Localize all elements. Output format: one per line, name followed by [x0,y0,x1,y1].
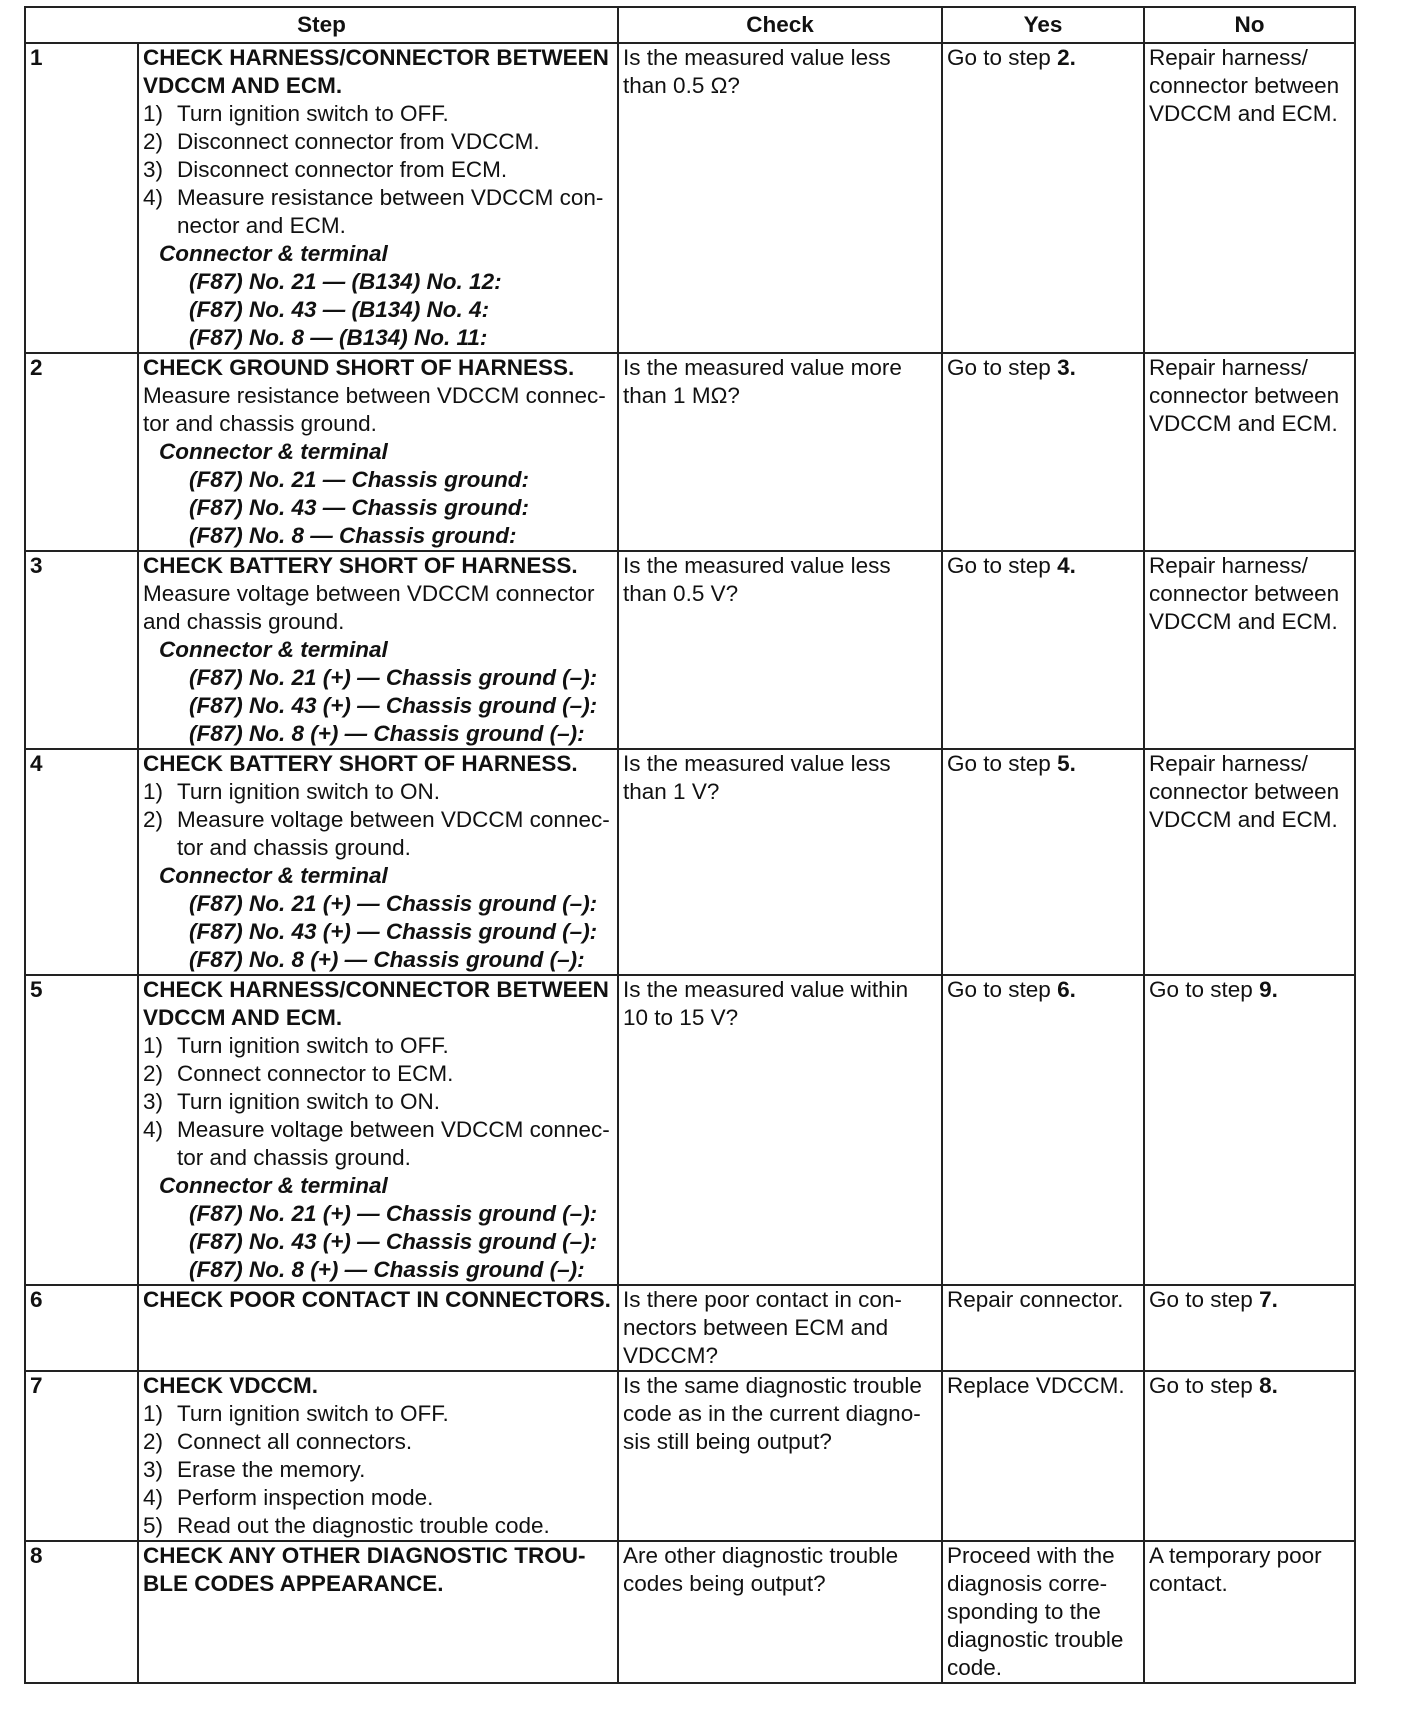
step-number: 5 [25,975,138,1285]
yes-cell [942,1285,1144,1371]
yes-step-ref: 4. [1057,553,1076,578]
step-cell [138,749,618,975]
step-cell [138,1371,618,1541]
substep-text: Connect connector to ECM. [177,1061,454,1086]
no-cell [1144,1285,1355,1371]
substep-number: 1) [143,779,164,804]
table-body [25,43,1355,1683]
table-row [25,1371,1355,1541]
connector-terminal-label: Connector & terminal [159,439,388,464]
diagnostic-table [24,6,1356,1684]
connector-terminal-item: (F87) No. 43 (+) — Chassis ground (–): [189,919,598,944]
connector-terminal-item: (F87) No. 43 (+) — Chassis ground (–): [189,1229,598,1254]
yes-cell [942,353,1144,551]
header-no: No [1144,7,1355,43]
step-text: Measure resistance between VDCCM connec- tor and chassis ground. [143,383,606,436]
yes-text: Go to step [947,751,1058,776]
substep-text: Turn ignition switch to ON. [177,779,441,804]
substep-item [143,778,613,806]
no-step-ref: 9. [1259,977,1278,1002]
yes-text: Replace VDCCM. [947,1373,1125,1398]
header-check: Check [618,7,942,43]
connector-terminal-item: (F87) No. 21 (+) — Chassis ground (–): [189,1201,598,1226]
step-title: CHECK VDCCM. [143,1373,319,1398]
substep-number: 1) [143,101,164,126]
substep-list [143,100,613,240]
substep-number: 2) [143,807,164,832]
yes-step-ref: 3. [1057,355,1076,380]
no-text: Go to step [1149,1373,1260,1398]
check-cell: Is the measured value more than 1 MΩ? [618,353,942,551]
substep-number: 3) [143,1089,164,1114]
check-cell: Is the measured value within 10 to 15 V? [618,975,942,1285]
substep-item [143,1032,613,1060]
substep-number: 4) [143,185,164,210]
table-row [25,975,1355,1285]
substep-item [143,100,613,128]
table-row [25,353,1355,551]
table-row [25,43,1355,353]
substep-text: Erase the memory. [177,1457,366,1482]
step-title: CHECK BATTERY SHORT OF HARNESS. [143,751,578,776]
substep-number: 3) [143,1457,164,1482]
substep-number: 2) [143,1061,164,1086]
substep-list [143,1032,613,1172]
no-step-ref: 7. [1259,1287,1278,1312]
no-text: Repair harness/ connector between VDCCM and ECM. [1149,751,1340,832]
step-title: CHECK ANY OTHER DIAGNOSTIC TROU- BLE CODES APPEARANCE. [143,1543,586,1596]
yes-text: Go to step [947,553,1058,578]
substep-number: 2) [143,129,164,154]
substep-text: Disconnect connector from ECM. [177,157,508,182]
step-text: Measure voltage between VDCCM connector and chassis ground. [143,581,595,634]
connector-terminal-item: (F87) No. 43 — (B134) No. 4: [189,297,490,322]
table-row [25,1285,1355,1371]
substep-list [143,1400,613,1540]
substep-item [143,1088,613,1116]
header-step: Step [25,7,618,43]
no-cell [1144,551,1355,749]
yes-cell [942,975,1144,1285]
table-header-row [25,7,1355,43]
yes-text: Repair connector. [947,1287,1124,1312]
substep-item [143,806,613,862]
step-number: 3 [25,551,138,749]
step-number: 6 [25,1285,138,1371]
step-title: CHECK HARNESS/CONNECTOR BETWEEN VDCCM AND ECM. [143,45,609,98]
substep-text: Read out the diagnostic trouble code. [177,1513,550,1538]
substep-number: 4) [143,1485,164,1510]
substep-item [143,156,613,184]
yes-step-ref: 5. [1057,751,1076,776]
step-title: CHECK HARNESS/CONNECTOR BETWEEN VDCCM AND ECM. [143,977,609,1030]
substep-item [143,1428,613,1456]
step-number: 2 [25,353,138,551]
connector-terminal-label: Connector & terminal [159,1173,388,1198]
substep-number: 1) [143,1033,164,1058]
substep-item [143,1456,613,1484]
connector-terminal-item: (F87) No. 21 (+) — Chassis ground (–): [189,891,598,916]
substep-item [143,1512,613,1540]
step-title: CHECK POOR CONTACT IN CONNECTORS. [143,1287,611,1312]
substep-text: Measure resistance between VDCCM con- nector and ECM. [177,185,604,238]
step-title: CHECK GROUND SHORT OF HARNESS. [143,355,575,380]
check-cell: Is there poor contact in con- nectors between ECM and VDCCM? [618,1285,942,1371]
no-cell [1144,1541,1355,1683]
step-cell [138,975,618,1285]
substep-text: Perform inspection mode. [177,1485,434,1510]
check-cell: Is the measured value less than 1 V? [618,749,942,975]
connector-terminal-item: (F87) No. 8 — Chassis ground: [189,523,517,548]
substep-number: 1) [143,1401,164,1426]
connector-terminal-label: Connector & terminal [159,241,388,266]
no-cell [1144,1371,1355,1541]
substep-text: Measure voltage between VDCCM connec- tor and chassis ground. [177,807,610,860]
substep-list [143,778,613,862]
substep-text: Disconnect connector from VDCCM. [177,129,540,154]
check-cell: Are other diagnostic trouble codes being output? [618,1541,942,1683]
connector-terminal-item: (F87) No. 21 (+) — Chassis ground (–): [189,665,598,690]
step-cell [138,1541,618,1683]
check-cell: Is the measured value less than 0.5 V? [618,551,942,749]
yes-cell [942,749,1144,975]
step-cell [138,551,618,749]
connector-terminal-label: Connector & terminal [159,863,388,888]
no-text: Repair harness/ connector between VDCCM and ECM. [1149,45,1340,126]
substep-text: Measure voltage between VDCCM connec- tor and chassis ground. [177,1117,610,1170]
connector-terminal-item: (F87) No. 21 — (B134) No. 12: [189,269,502,294]
no-step-ref: 8. [1259,1373,1278,1398]
substep-text: Turn ignition switch to ON. [177,1089,441,1114]
check-cell: Is the same diagnostic trouble code as in the current diagno- sis still being output? [618,1371,942,1541]
no-cell [1144,43,1355,353]
no-text: Repair harness/ connector between VDCCM and ECM. [1149,355,1340,436]
step-number: 8 [25,1541,138,1683]
no-cell [1144,975,1355,1285]
substep-item [143,1060,613,1088]
step-number: 1 [25,43,138,353]
no-cell [1144,353,1355,551]
table-row [25,551,1355,749]
substep-item [143,1484,613,1512]
substep-item [143,1116,613,1172]
substep-text: Turn ignition switch to OFF. [177,101,449,126]
yes-cell [942,551,1144,749]
check-cell: Is the measured value less than 0.5 Ω? [618,43,942,353]
step-number: 4 [25,749,138,975]
header-yes: Yes [942,7,1144,43]
substep-text: Turn ignition switch to OFF. [177,1401,449,1426]
yes-step-ref: 2. [1057,45,1076,70]
no-text: Repair harness/ connector between VDCCM and ECM. [1149,553,1340,634]
yes-cell [942,1371,1144,1541]
substep-number: 2) [143,1429,164,1454]
yes-text: Go to step [947,45,1058,70]
yes-cell [942,43,1144,353]
connector-terminal-item: (F87) No. 43 — Chassis ground: [189,495,530,520]
connector-terminal-item: (F87) No. 8 (+) — Chassis ground (–): [189,947,585,972]
yes-cell [942,1541,1144,1683]
step-cell [138,1285,618,1371]
substep-text: Connect all connectors. [177,1429,413,1454]
connector-terminal-item: (F87) No. 8 — (B134) No. 11: [189,325,488,350]
substep-number: 3) [143,157,164,182]
substep-text: Turn ignition switch to OFF. [177,1033,449,1058]
yes-text: Proceed with the diagnosis corre- sponding to the diagnostic trouble code. [947,1543,1124,1680]
yes-text: Go to step [947,977,1058,1002]
substep-item [143,184,613,240]
step-number: 7 [25,1371,138,1541]
table-row [25,1541,1355,1683]
no-cell [1144,749,1355,975]
substep-item [143,1400,613,1428]
no-text: A temporary poor contact. [1149,1543,1322,1596]
substep-number: 5) [143,1513,164,1538]
step-title: CHECK BATTERY SHORT OF HARNESS. [143,553,578,578]
connector-terminal-item: (F87) No. 21 — Chassis ground: [189,467,530,492]
yes-text: Go to step [947,355,1058,380]
substep-item [143,128,613,156]
no-text: Go to step [1149,977,1260,1002]
table-row [25,749,1355,975]
connector-terminal-item: (F87) No. 43 (+) — Chassis ground (–): [189,693,598,718]
step-cell [138,353,618,551]
connector-terminal-label: Connector & terminal [159,637,388,662]
connector-terminal-item: (F87) No. 8 (+) — Chassis ground (–): [189,1257,585,1282]
substep-number: 4) [143,1117,164,1142]
step-cell [138,43,618,353]
no-text: Go to step [1149,1287,1260,1312]
connector-terminal-item: (F87) No. 8 (+) — Chassis ground (–): [189,721,585,746]
yes-step-ref: 6. [1057,977,1076,1002]
